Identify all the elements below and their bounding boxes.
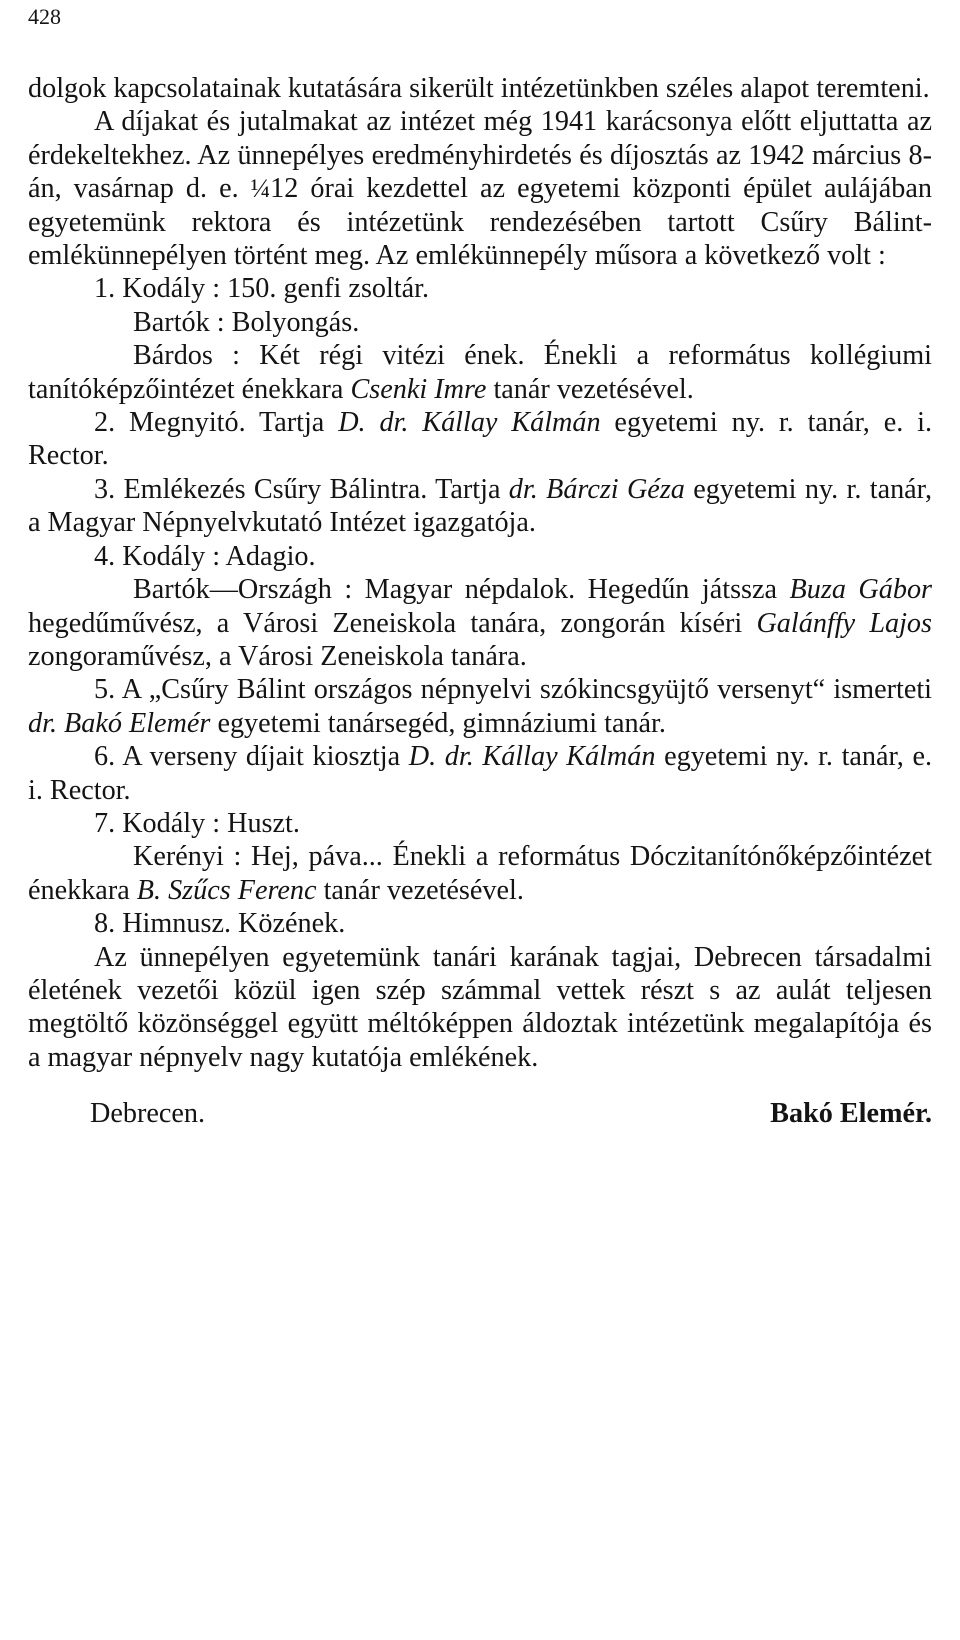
item-7b-text: Kerényi : Hej, páva... Énekli a református Dóczitanítónőképzőintézet énekkara (28, 841, 932, 906)
item-7b-text-end: tanár vezetésével. (316, 874, 524, 906)
program-item-2 (28, 406, 932, 473)
item-5-text: 5. A „Csűry Bálint országos népnyelvi szókincsgyüjtő versenyt“ ismerteti (94, 674, 932, 706)
item-3-text-end: egyetemi ny. r. tanár, a Magyar Népnyelvkutató Intézet igazgatója. (28, 473, 932, 539)
person-name: D. dr. Kállay Kálmán (338, 407, 601, 439)
item-3-text: 3. Emlékezés Csűry Bálintra. Tartja (94, 473, 509, 505)
fraction-glyph: ¼ (250, 174, 271, 204)
signature-row (28, 1098, 932, 1130)
program-item-1b: Bartók : Bolyongás. (133, 306, 360, 338)
item-4b-text-end: zongoraművész, a Városi Zeneiskola tanára. (28, 640, 527, 672)
signature-place: Debrecen. (90, 1098, 206, 1130)
item-6-text: 6. A verseny díjait kiosztja (94, 741, 409, 773)
ceremony-text-b: 12 órai kezdettel az egyetemi központi épület aulájában egyetemünk rektora és intézetünk rendezésében tartott Csűry Bálint-emlékünnepélyen történt meg. Az emlékünnepély műsora a következő volt : (28, 173, 932, 272)
item-1c-text-end: tanár vezetésével. (486, 373, 694, 405)
program-item-3 (28, 473, 932, 540)
person-name: B. Szűcs Ferenc (136, 874, 317, 906)
person-name: Csenki Imre (350, 373, 487, 405)
person-name: Buza Gábor (789, 574, 933, 606)
program-item-4: 4. Kodály : Adagio. (94, 540, 316, 572)
ceremony-text-a: A díjakat és jutalmakat az intézet még 1941 karácsonya előtt eljuttatta az érdekeltekhez. Az ünnepélyes eredményhirdetés és díjosztás az 1942 március 8-án, vasárnap d. e. (28, 106, 932, 205)
item-2-text-end: egyetemi ny. r. tanár, e. i. Rector. (28, 407, 932, 472)
item-1c-text: Bárdos : Két régi vitézi ének. Énekli a református kollégiumi tanítóképzőintézet énekkara (28, 340, 932, 405)
program-item-7: 7. Kodály : Huszt. (94, 807, 300, 839)
page-number: 428 (28, 4, 61, 29)
program-item-1: 1. Kodály : 150. genfi zsoltár. (94, 273, 430, 305)
program-item-7b (28, 840, 932, 907)
item-5-text-end: egyetemi tanársegéd, gimnáziumi tanár. (210, 707, 666, 739)
item-4b-text-mid: hegedűművész, a Városi Zeneiskola tanára, zongorán kíséri (28, 607, 757, 639)
paragraph-ceremony (28, 105, 932, 272)
program-item-4b (28, 573, 932, 673)
person-name: dr. Bárczi Géza (508, 473, 685, 505)
paragraph-intro: dolgok kapcsolatainak kutatására sikerült intézetünkben széles alapot teremteni. (28, 73, 930, 104)
person-name: Galánffy Lajos (756, 607, 932, 639)
program-item-6 (28, 740, 932, 807)
person-name: D. dr. Kállay Kálmán (408, 741, 656, 773)
item-6-text-end: egyetemi ny. r. tanár, e. i. Rector. (28, 741, 933, 806)
paragraph-closing: Az ünnepélyen egyetemünk tanári karának tagjai, Debrecen társadalmi életének vezetői közül igen szép számmal vettek részt s az aulát teljesen megtöltő közönséggel együtt méltóképpen áldoztak intézetünk megalapítója és a magyar népnyelv nagy kutatója emlékének. (28, 941, 932, 1073)
person-name: dr. Bakó Elemér (28, 707, 211, 739)
item-4b-text: Bartók—Országh : Magyar népdalok. Hegedűn játssza (133, 574, 790, 606)
item-2-text: 2. Megnyitó. Tartja (94, 407, 339, 439)
program-item-8: 8. Himnusz. Közének. (94, 908, 346, 940)
program-item-5 (28, 673, 932, 740)
program-item-1c (28, 339, 932, 406)
signature-author: Bakó Elemér. (770, 1098, 932, 1130)
